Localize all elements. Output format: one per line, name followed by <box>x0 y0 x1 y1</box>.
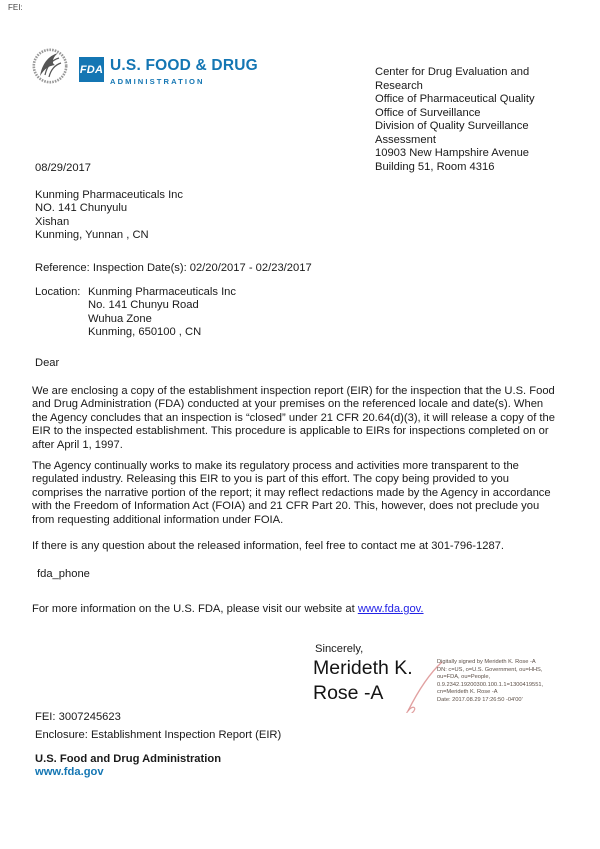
body-paragraph-2 <box>32 460 551 527</box>
text-line: EIR to the inspected establishment. This procedure is applicable to EIRs for inspections completed on or <box>32 425 549 438</box>
text-line: regulated industry. Releasing this EIR to you is part of this effort. The copy being provided to you <box>32 473 509 486</box>
body-paragraph-3: If there is any question about the released information, feel free to contact me at 301-796-1287. <box>32 540 505 552</box>
hhs-eagle-seal-icon <box>32 48 68 84</box>
text-line: comprises the narrative portion of the report; it may reflect redactions made by the Agency in accordance <box>32 486 551 499</box>
office-address-block <box>375 66 535 174</box>
website-sentence-prefix: For more information on the U.S. FDA, please visit our website at <box>32 603 358 615</box>
footer-fda-link[interactable]: www.fda.gov <box>35 766 104 778</box>
footer-agency-name: U.S. Food and Drug Administration <box>35 753 222 765</box>
fei-number: FEI: 3007245623 <box>35 711 121 723</box>
text-line: Office of Pharmaceutical Quality <box>375 93 535 105</box>
signature-name-line2: Rose -A <box>313 682 384 704</box>
text-line: Office of Surveillance <box>375 106 481 119</box>
fda-website-link[interactable]: www.fda.gov. <box>357 603 424 615</box>
text-line: We are enclosing a copy of the establishment inspection report (EIR) for the inspection that the U.S. Food <box>32 385 555 397</box>
text-line: Wuhua Zone <box>88 312 152 325</box>
fda-logo-box <box>79 57 104 82</box>
text-line: the Agency concludes that an inspection is “closed” under 21 CFR 20.64(d)(3), it will release a copy of the <box>32 411 555 424</box>
recipient-address-block <box>35 189 183 243</box>
text-line: Assessment <box>375 133 436 146</box>
text-line: Research <box>375 79 423 92</box>
text-line: Date: 2017.08.29 17:26:50 -04'00' <box>437 696 523 703</box>
fda-phone-placeholder: fda_phone <box>37 568 90 580</box>
page-corner-artifact: FEI: <box>8 3 23 12</box>
enclosure-line: Enclosure: Establishment Inspection Report (EIR) <box>35 729 282 741</box>
text-line: Kunming Pharmaceuticals Inc <box>35 189 183 201</box>
text-line: from requesting additional information under FOIA. <box>32 513 284 526</box>
location-address-lines <box>88 286 236 340</box>
text-line: The Agency continually works to make its regulatory process and activities more transparent to the <box>32 460 519 472</box>
text-line: Kunming, Yunnan , CN <box>35 229 149 242</box>
reference-label: Reference: Inspection Date(s): <box>35 262 187 274</box>
location-block <box>35 286 236 340</box>
text-line: Division of Quality Surveillance <box>375 120 529 132</box>
text-line: Digitally signed by Merideth K. Rose -A <box>437 659 536 665</box>
digital-signature-stamp <box>437 659 543 705</box>
letter-date: 08/29/2017 <box>35 162 91 174</box>
text-line: cn=Merideth K. Rose -A <box>437 689 498 696</box>
text-line: DN: c=US, o=U.S. Government, ou=HHS, <box>437 666 543 673</box>
fda-wordmark-line1: U.S. FOOD & DRUG <box>110 57 258 74</box>
text-line: NO. 141 Chunyulu <box>35 202 128 215</box>
fda-logo-text: FDA <box>79 63 104 76</box>
closing-word: Sincerely, <box>315 643 364 655</box>
text-line: Center for Drug Evaluation and <box>375 66 530 78</box>
text-line: Building 51, Room 4316 <box>375 160 495 173</box>
signature-name-line1: Merideth K. <box>313 657 413 679</box>
text-line: No. 141 Chunyu Road <box>88 299 199 312</box>
text-line: and Drug Administration (FDA) conducted at your premises on the referenced locale and date(s). When <box>32 398 544 411</box>
body-paragraph-1 <box>32 385 555 452</box>
digital-signature-name <box>313 656 413 706</box>
text-line: with the Freedom of Information Act (FOIA) and 21 CFR Part 20. This, however, does not preclude you <box>32 500 540 513</box>
salutation: Dear <box>35 357 60 369</box>
text-line: 0.9.2342.19200300.100.1.1=1300419551, <box>437 681 544 688</box>
text-line: after April 1, 1997. <box>32 438 123 451</box>
inspection-dates-value: 02/20/2017 - 02/23/2017 <box>189 262 312 274</box>
text-line: Kunming Pharmaceuticals Inc <box>88 286 236 298</box>
fda-wordmark-line2: ADMINISTRATION <box>110 77 205 86</box>
text-line: Xishan <box>35 215 70 228</box>
fda-wordmark <box>110 57 258 86</box>
reference-line <box>35 262 312 275</box>
text-line: Kunming, 650100 , CN <box>88 326 202 339</box>
location-label: Location: <box>35 286 81 298</box>
website-sentence <box>32 603 424 616</box>
text-line: 10903 New Hampshire Avenue <box>375 147 530 159</box>
text-line: ou=FDA, ou=People, <box>437 674 491 681</box>
